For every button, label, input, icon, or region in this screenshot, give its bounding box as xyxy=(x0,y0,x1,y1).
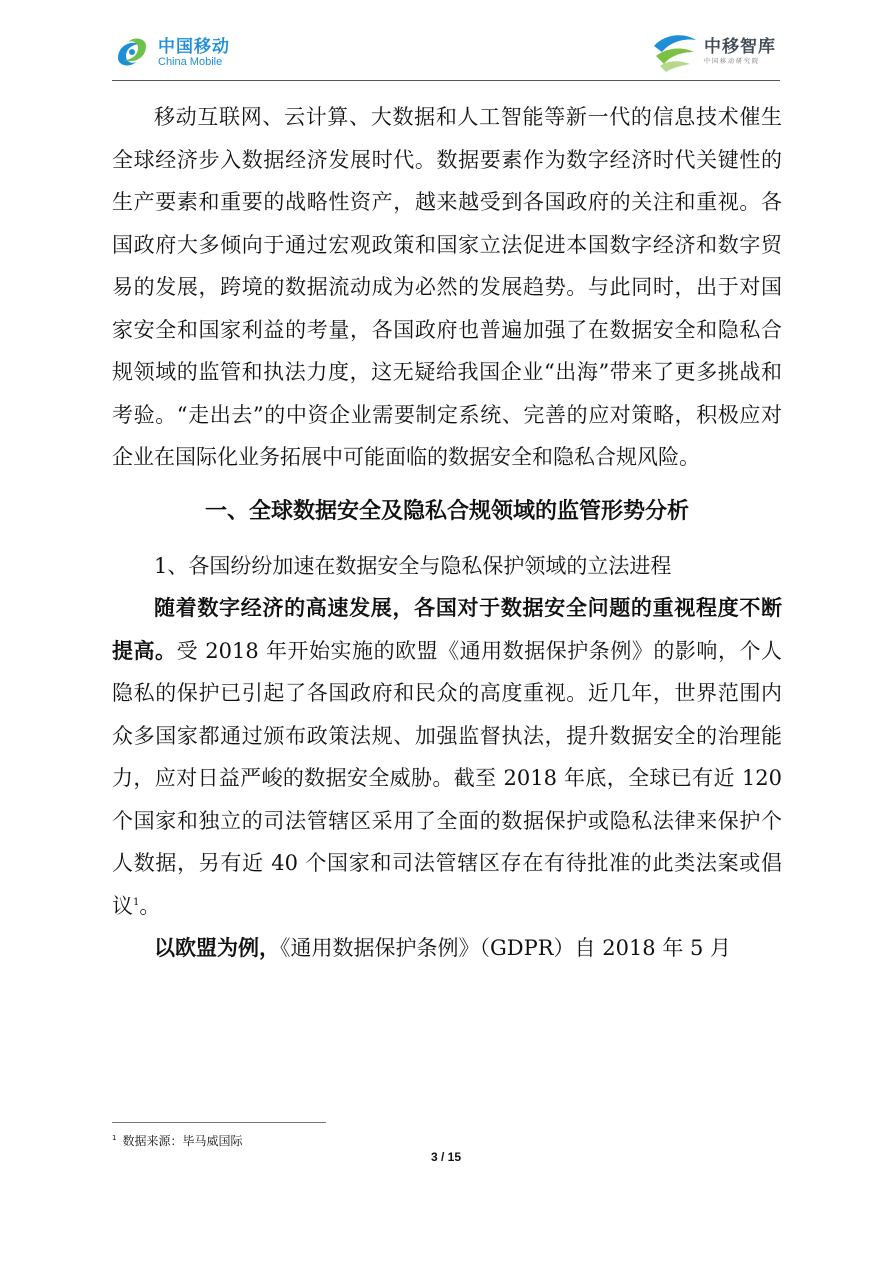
intro-paragraph: 移动互联网、云计算、大数据和人工智能等新一代的信息技术催生全球经济步入数据经济发展时代。数据要素作为数字经济时代关键性的生产要素和重要的战略性资产，越来越受到各国政府的关注和重视。各国政府大多倾向于通过宏观政策和国家立法促进本国数字经济和数字贸易的发展，跨境的数据流动成为必然的发展趋势。与此同时，出于对国家安全和国家利益的考量，各国政府也普遍加强了在数据安全和隐私合规领域的监管和执法力度，这无疑给我国企业“出海”带来了更多挑战和考验。“走出去”的中资企业需要制定系统、完善的应对策略，积极应对企业在国际化业务拓展中可能面临的数据安全和隐私合规风险。 xyxy=(112,105,782,469)
document-body xyxy=(112,96,782,970)
china-mobile-en-name: China Mobile xyxy=(158,56,223,68)
paragraph-legislation-end: 。 xyxy=(139,893,161,918)
paragraph-legislation-lead: 随着数字经济的高速发展，各国对于数据安全问题的重视程度不断提高。 xyxy=(112,595,782,663)
zhongyi-zhiku-emblem-icon xyxy=(650,28,700,74)
paragraph-eu-body: 《通用数据保护条例》（GDPR）自 2018 年 5 月 xyxy=(280,936,732,960)
footnote-text: 数据来源：毕马威国际 xyxy=(122,1134,243,1148)
section-heading: 一、全球数据安全及隐私合规领域的监管形势分析 xyxy=(204,498,689,524)
subsection-heading: 1、各国纷纷加速在数据安全与隐私保护领域的立法进程 xyxy=(154,553,672,578)
zhongyi-zhiku-name: 中移智库 xyxy=(704,37,776,57)
zhongyi-zhiku-subtitle: 中国移动研究院 xyxy=(704,58,761,65)
paragraph-eu-example xyxy=(112,927,782,970)
page-number: 3 / 15 xyxy=(430,1150,462,1164)
china-mobile-swirl-icon xyxy=(112,32,152,72)
paragraph-legislation-body: 受 2018 年开始实施的欧盟《通用数据保护条例》的影响，个人隐私的保护已引起了各国政府和民众的高度重视。近几年，世界范围内众多国家都通过颁布政策法规、加强监督执法，提升数据安全的治理能力，应对日益严峻的数据安全威胁。截至 2018 年底，全球已有近 120 个国家和独立的司法管辖区采用了全面的数据保护或隐私法律来保护个人数据，另有近 40 个国家和司法管辖区存在有待批准的此类法案或倡议 xyxy=(112,638,783,918)
paragraph-legislation xyxy=(112,587,782,927)
footnote-mark: 1 xyxy=(112,1134,117,1142)
footnote xyxy=(112,1132,242,1149)
footnote-reference[interactable]: 1 xyxy=(133,896,140,908)
china-mobile-logo xyxy=(112,32,252,72)
china-mobile-cn-name: 中国移动 xyxy=(158,37,230,57)
paragraph-eu-lead: 以欧盟为例， xyxy=(154,935,280,960)
footnote-divider xyxy=(112,1122,326,1123)
zhongyi-zhiku-logo xyxy=(650,28,780,74)
page-header xyxy=(112,28,780,81)
